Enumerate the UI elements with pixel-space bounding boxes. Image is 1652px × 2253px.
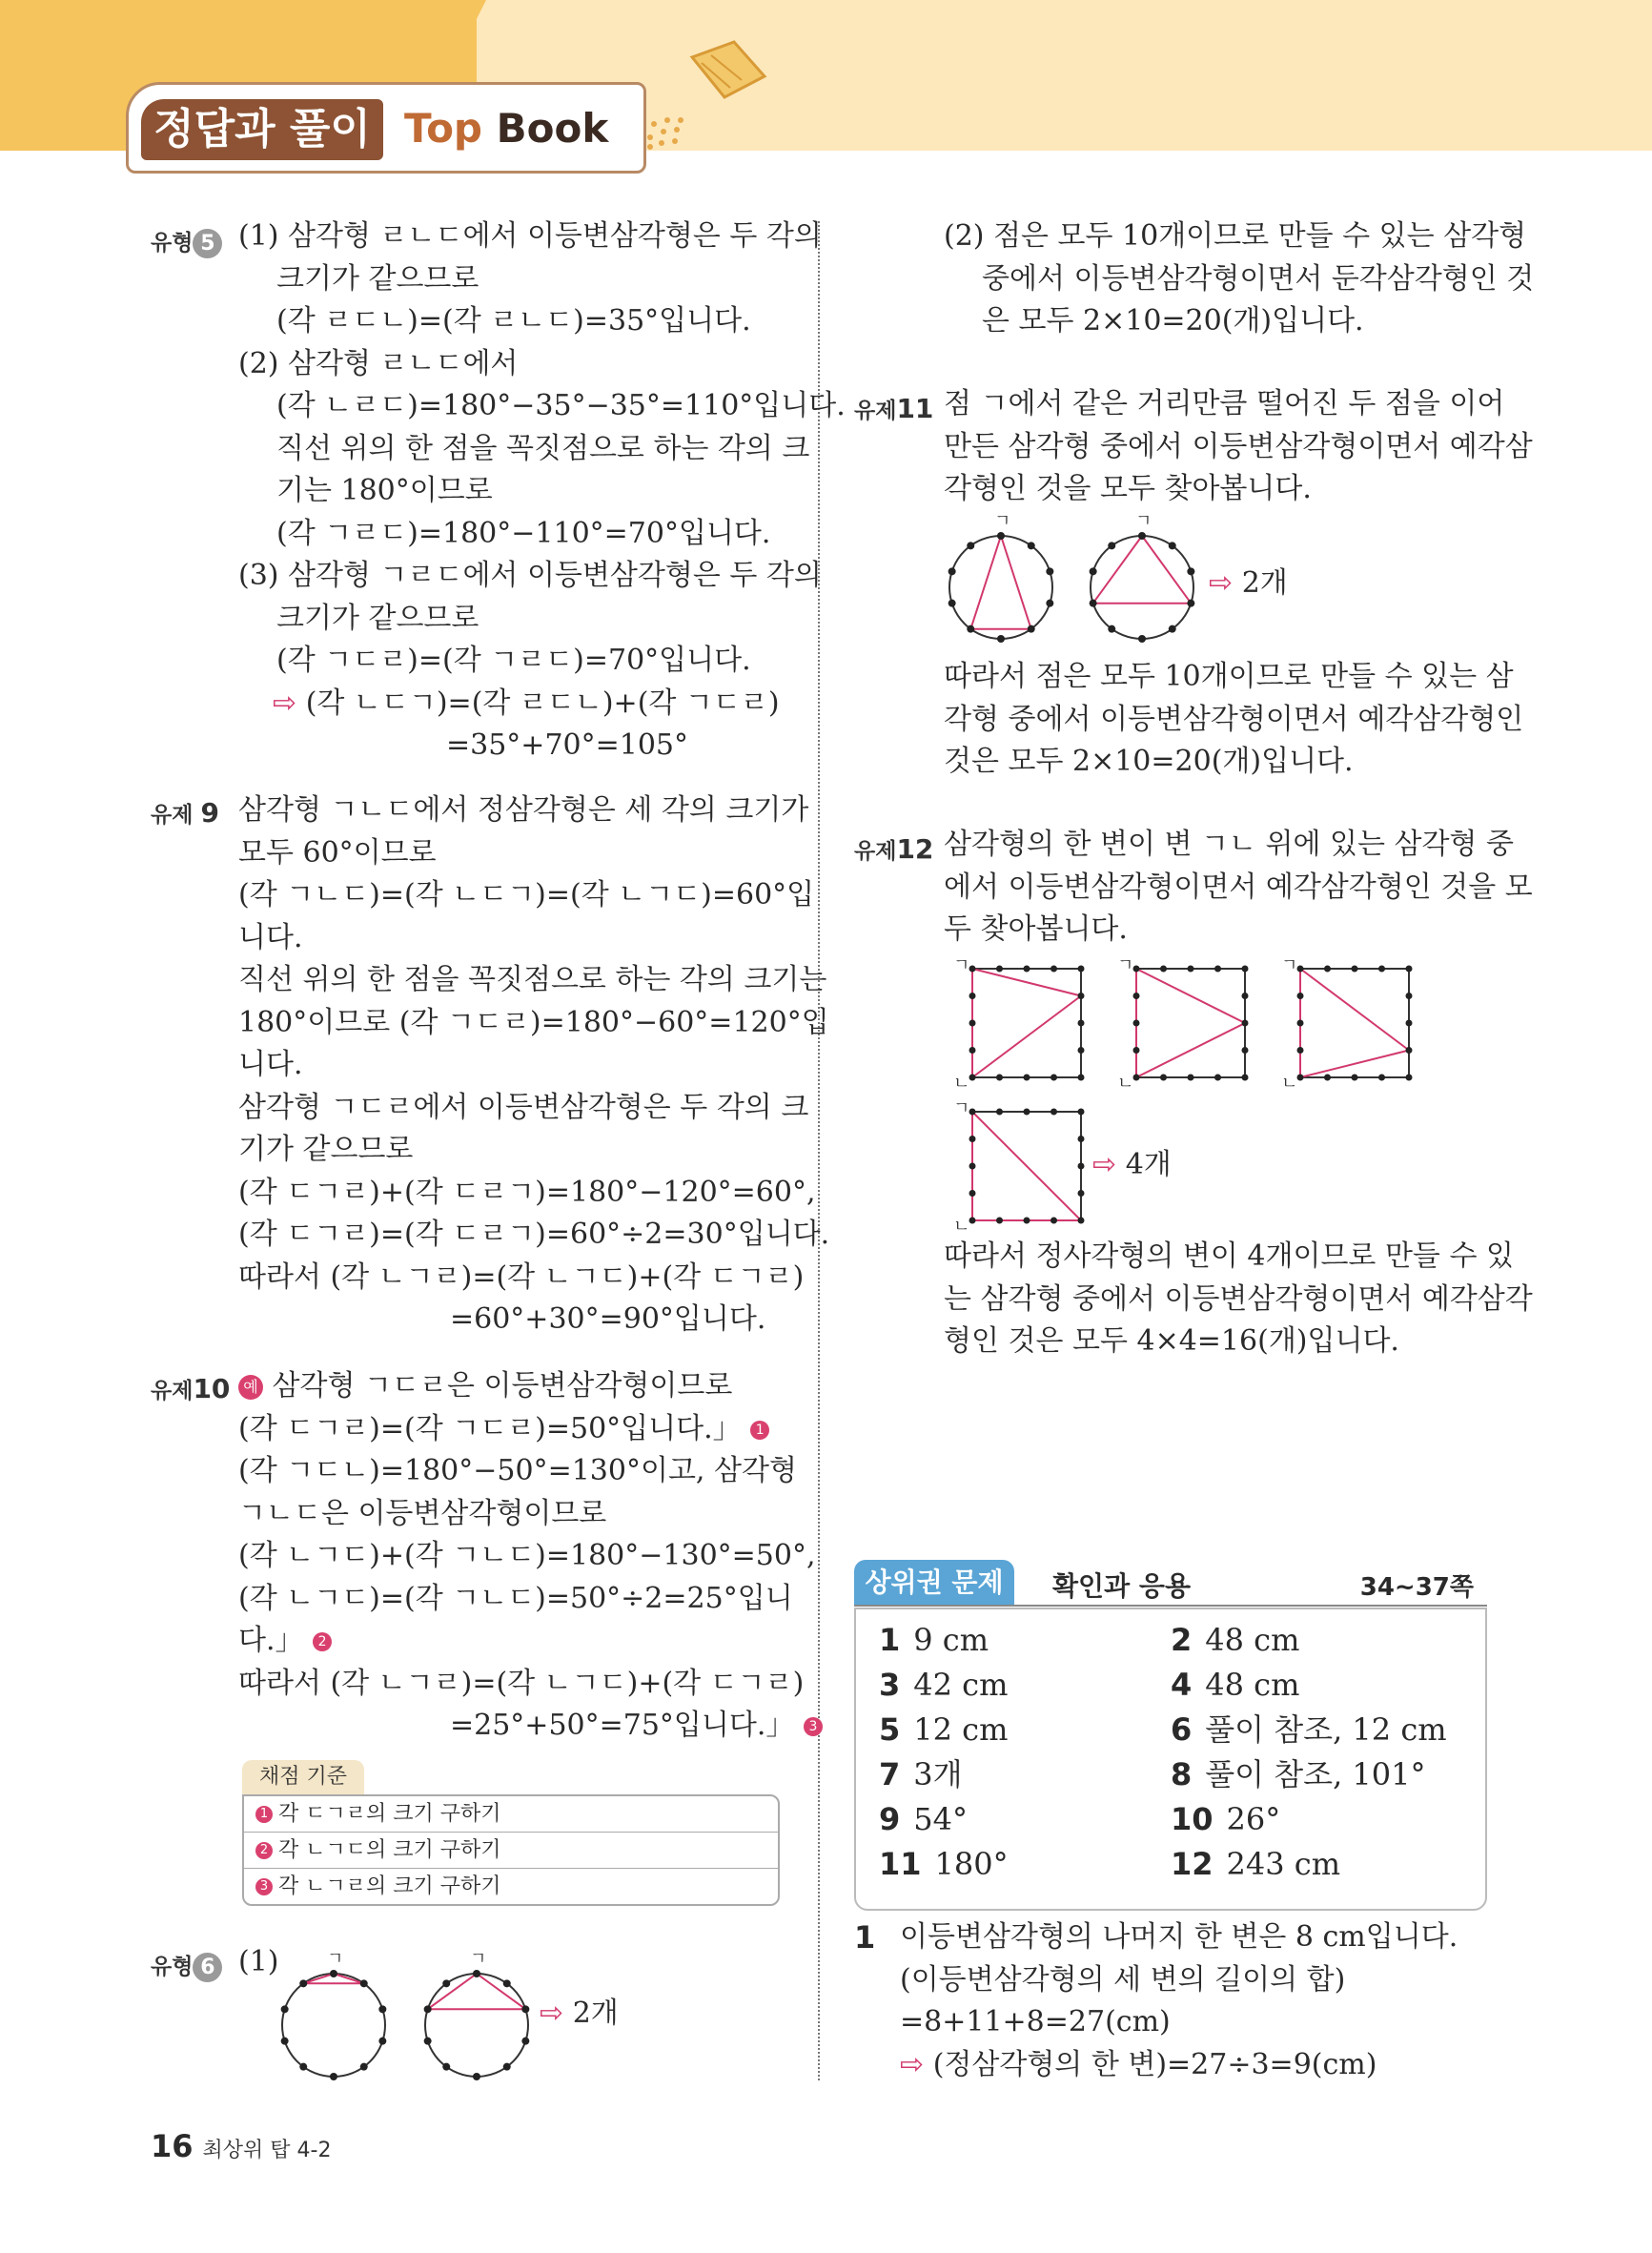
circle-point [299,1979,307,1987]
circle-outline [425,1974,528,2077]
answer-header [854,1560,1487,1608]
vertex-label-top: ㄱ [953,955,970,975]
grid-point [1352,1075,1358,1081]
book-title: 최상위 탑 4-2 [202,2139,332,2162]
ex12-after-line: 는 삼각형 중에서 이등변삼각형이면서 예각삼각 [944,1281,1533,1316]
scoring-rubric [242,1760,780,1906]
ex9-line: 180°이므로 (각 ㄱㄷㄹ)=180°−60°=120°입 [238,1005,829,1039]
ex10-line: (각 ㄷㄱㄹ)=(각 ㄱㄷㄹ)=50°입니다.」 [238,1411,742,1445]
circle-point [330,1970,337,1977]
ex9-line: 직선 위의 한 점을 꼭짓점으로 하는 각의 크기는 [238,963,827,996]
answer-value: 풀이 참조, 101° [1205,1756,1426,1792]
answer-value: 54° [913,1801,968,1837]
answer-item [1171,1621,1299,1659]
circle-outline [949,536,1052,639]
ex9-label [151,797,219,829]
grid-point [996,966,1003,973]
grid-point [1242,1020,1249,1027]
ex12-result-text: 4개 [1125,1148,1172,1181]
ex11-result [1209,563,1288,605]
type5-line: 기는 180°이므로 [276,474,493,507]
rubric-table [242,1794,780,1906]
circle-point [473,1970,480,1977]
ex11-solution [944,383,1533,511]
grid-point [1078,1109,1085,1116]
ex12-after-line: 형인 것은 모두 4×4=16(개)입니다. [944,1324,1399,1358]
grid-point [1406,966,1413,973]
type5-line: (각 ㄱㄷㄹ)=(각 ㄱㄹㄷ)=70°입니다. [276,644,751,677]
vertex-label-bottom: ㄴ [1117,1074,1134,1094]
grid-point [1242,993,1249,999]
grid-point [969,1136,976,1142]
type6-label [151,1949,222,1982]
grid-point [1160,966,1167,973]
ex10-label [151,1373,230,1404]
square-outline [1300,969,1409,1077]
answer-item [1171,1845,1340,1883]
circle-point [521,2038,529,2045]
sol1-line: (정삼각형의 한 변)=27÷3=9(cm) [932,2047,1377,2081]
grid-point [1050,1109,1057,1116]
ex9-line: (각 ㄷㄱㄹ)+(각 ㄷㄹㄱ)=180°−120°=60°, [238,1175,816,1209]
result-arrow-icon: ⇨ [900,2047,925,2081]
ex9-line: 따라서 (각 ㄴㄱㄹ)=(각 ㄴㄱㄷ)+(각 ㄷㄱㄹ) [238,1260,805,1294]
ex11-conclusion [944,656,1523,784]
type5-line: (각 ㄴㄹㄷ)=180°−35°−35°=110°입니다. [276,389,846,422]
circle-point [521,2005,529,2013]
answer-value: 9 cm [913,1622,989,1658]
circle-point [948,600,956,607]
grid-point [1078,1020,1085,1027]
grid-point [1024,1109,1030,1116]
grid-point [1078,993,1085,999]
type5-line: (3) 삼각형 ㄱㄹㄷ에서 이등변삼각형은 두 각의 [238,559,822,592]
type6-part2 [944,215,1534,343]
triangle-shape [1136,969,1245,1077]
circle-point [997,635,1005,643]
circle-point [1108,625,1115,633]
circle-outline [282,1974,385,2077]
grid-point [969,1020,976,1027]
grid-point [1078,1218,1085,1224]
type6-result [540,1993,619,2036]
ex9-line: 니다. [238,1048,303,1081]
type5-number: 5 [193,229,222,258]
circle-point [424,2038,432,2045]
answer-grid [854,1608,1487,1911]
grid-point [1133,966,1140,973]
grid-point [1078,1190,1085,1197]
answer-badge: 상위권 문제 [854,1560,1014,1606]
ex11-after-line: 각형 중에서 이등변삼각형이면서 예각삼각형인 [944,702,1524,736]
ex10-line: 다.」 [238,1624,304,1657]
circle-point [299,2063,307,2071]
circle-point [473,2073,480,2080]
circle-point [330,2073,337,2080]
ex12-solution [944,824,1533,952]
ex12-line: 삼각형의 한 변이 변 ㄱㄴ 위에 있는 삼각형 중 [944,828,1514,861]
vertex-label: ㄱ [470,1949,487,1969]
type5-line: (각 ㄹㄷㄴ)=(각 ㄹㄴㄷ)=35°입니다. [276,304,751,338]
type6-2-line: 은 모두 2×10=20(개)입니다. [982,304,1364,338]
answer-value: 풀이 참조, 12 cm [1205,1711,1447,1748]
ex12-square-diagrams [944,953,1439,1230]
ex9-line: (각 ㄱㄴㄷ)=(각 ㄴㄷㄱ)=(각 ㄴㄱㄷ)=60°입 [238,878,815,911]
type6-sub: (1) [238,1945,279,1978]
answer-number: 9 [879,1801,901,1837]
circle-point [442,1979,450,1987]
circle-point [360,2063,368,2071]
result-arrow-icon: ⇨ [1092,1148,1117,1181]
type6-result-text: 2개 [572,1997,619,2030]
grid-point [1133,1047,1140,1054]
circle-point [1090,600,1097,607]
ex11-label [854,393,933,424]
grid-point [1214,966,1221,973]
ex9-line: =60°+30°=90°입니다. [450,1302,766,1336]
type5-label [151,225,222,258]
vertex-label-bottom: ㄴ [953,1217,970,1230]
rubric-row [244,1869,778,1904]
answer-value: 3개 [913,1756,963,1792]
circle-point [1108,542,1115,549]
grid-point [1297,1020,1304,1027]
grid-point [1188,966,1194,973]
page-footer [151,2128,331,2164]
cube-icon [686,38,772,114]
circle-point [360,1979,368,1987]
answer-item [879,1755,963,1793]
type5-line: (2) 삼각형 ㄹㄴㄷ에서 [238,346,519,380]
step-mark-1: 1 [750,1421,769,1440]
ex9-label-text: 유제 [151,803,194,828]
grid-point [1406,1047,1413,1054]
ex9-line: 기가 같으므로 [238,1133,414,1166]
grid-point [1406,993,1413,999]
triangle-shape [428,1974,526,2009]
ex9-line: (각 ㄷㄱㄹ)=(각 ㄷㄹㄱ)=60°÷2=30°입니다. [238,1218,830,1251]
brand-title [404,105,608,152]
grid-point [969,1047,976,1054]
answer-item [879,1845,1009,1883]
grid-point [1242,966,1249,973]
ex11-result-text: 2개 [1241,566,1288,600]
ex9-line: 모두 60°이므로 [238,835,437,870]
sol1-line: =8+11+8=27(cm) [900,2005,1171,2038]
type6-2-line: 중에서 이등변삼각형이면서 둔각삼각형인 것 [982,261,1535,296]
grid-point [1324,1075,1331,1081]
ex11-line: 각형인 것을 모두 찾아봅니다. [944,472,1312,505]
circle-point [281,2038,289,2045]
circle-point [1187,600,1194,607]
type5-line: (각 ㄱㄹㄷ)=180°−110°=70°입니다. [276,516,771,550]
circle-point [1046,600,1053,607]
circle-point [424,2005,432,2013]
ex12-result [1092,1144,1172,1187]
step-mark-3: 3 [804,1717,823,1736]
type5-line: 크기가 같으므로 [276,261,479,296]
answer-value: 243 cm [1226,1846,1341,1882]
answer-number: 3 [879,1667,901,1703]
answer-number: 5 [879,1711,901,1748]
ex10-line: =25°+50°=75°입니다.」 [450,1709,795,1742]
type5-line: (각 ㄴㄷㄱ)=(각 ㄹㄷㄴ)+(각 ㄱㄷㄹ) [305,686,780,720]
answer-number: 4 [1171,1667,1193,1703]
grid-point [1297,1047,1304,1054]
answer-number: 10 [1171,1801,1214,1837]
circle-point [1169,625,1176,633]
answer-value: 180° [934,1846,1009,1882]
answer-pages: 34~37쪽 [1359,1573,1474,1602]
grid-point [1024,1075,1030,1081]
vertex-label-bottom: ㄴ [953,1074,970,1094]
ex11-number: 11 [896,393,934,424]
ex9-line: 삼각형 ㄱㄴㄷ에서 정삼각형은 세 각의 크기가 [238,793,809,827]
grid-point [1078,1163,1085,1170]
ex10-line: (각 ㄴㄱㄷ)=(각 ㄱㄴㄷ)=50°÷2=25°입니 [238,1581,793,1615]
grid-point [1352,966,1358,973]
type5-line: 직선 위의 한 점을 꼭짓점으로 하는 각의 크 [276,431,810,465]
answer-value: 48 cm [1205,1622,1300,1658]
ex11-circle-diagrams [934,515,1220,658]
grid-point [1078,1075,1085,1081]
type5-line: =35°+70°=105° [446,728,689,762]
grid-point [1378,966,1385,973]
ex11-line: 점 ㄱ에서 같은 거리만큼 떨어진 두 점을 이어 [944,387,1505,420]
circle-point [967,542,974,549]
grid-point [969,1163,976,1170]
answer-item [1171,1755,1426,1793]
grid-point [969,1075,976,1081]
grid-point [996,1218,1003,1224]
rubric-mark: 1 [255,1806,273,1823]
triangle-shape [972,969,1081,1077]
ex9-number: 9 [200,797,219,829]
circle-point [1046,567,1053,575]
circle-point [1138,635,1146,643]
grid-point [1133,1075,1140,1081]
answer-number: 12 [1171,1846,1214,1882]
ex9-line: 니다. [238,920,303,954]
sol1-solution [900,1916,1458,2086]
circle-point [1090,567,1097,575]
vertex-label: ㄱ [1135,515,1152,531]
answer-number: 8 [1171,1756,1193,1792]
grid-point [1406,1020,1413,1027]
circle-point [1138,532,1146,540]
grid-point [1133,1020,1140,1027]
grid-point [1050,1075,1057,1081]
answer-item [879,1666,1008,1704]
circle-point [948,567,956,575]
ex10-line: 삼각형 ㄱㄷㄹ은 이등변삼각형이므로 [272,1369,733,1403]
vertex-label-top: ㄱ [953,1098,970,1118]
circle-point [378,2038,386,2045]
grid-point [1050,966,1057,973]
answer-number: 2 [1171,1622,1193,1658]
ex10-label-text: 유제 [151,1379,194,1403]
brand-top: Top [404,105,482,152]
triangle-shape [972,1112,1081,1220]
grid-point [1024,966,1030,973]
rubric-row [244,1796,778,1833]
vertex-label: ㄱ [994,515,1011,531]
vertex-label-top: ㄱ [1117,955,1134,975]
square-outline [1136,969,1245,1077]
ex10-line: (각 ㄴㄱㄷ)+(각 ㄱㄴㄷ)=180°−130°=50°, [238,1539,816,1572]
page-number: 16 [151,2128,194,2164]
answer-number: 11 [879,1846,922,1882]
answer-value: 26° [1226,1801,1281,1837]
grid-point [1024,1218,1030,1224]
vertex-label-top: ㄱ [1281,955,1298,975]
circle-point [1187,567,1194,575]
grid-point [969,966,976,973]
answer-number: 1 [879,1622,901,1658]
answer-item [1171,1800,1280,1838]
grid-point [996,1109,1003,1116]
grid-point [1050,1218,1057,1224]
ex9-line: 삼각형 ㄱㄷㄹ에서 이등변삼각형은 두 각의 크 [238,1090,809,1124]
rubric-title: 채점 기준 [242,1760,364,1794]
ex12-number: 12 [896,833,934,865]
grid-point [996,1075,1003,1081]
answer-value: 48 cm [1205,1667,1300,1703]
square-outline [972,969,1081,1077]
ex12-label-text: 유제 [854,839,897,864]
result-arrow-icon: ⇨ [1209,566,1234,600]
rubric-mark: 3 [255,1878,273,1895]
answer-value: 12 cm [913,1711,1009,1748]
rubric-text: 각 ㄴㄱㄷ의 크기 구하기 [278,1838,501,1862]
circle-point [1028,625,1035,633]
circle-point [378,2005,386,2013]
rubric-text: 각 ㄴㄱㄹ의 크기 구하기 [278,1874,501,1898]
circle-point [503,1979,511,1987]
answer-item [879,1710,1008,1749]
vertex-label-bottom: ㄴ [1281,1074,1298,1094]
circle-point [997,532,1005,540]
result-arrow-icon: ⇨ [273,686,297,720]
ex11-label-text: 유제 [854,399,897,423]
answer-summary [854,1560,1487,1911]
circle-point [967,625,974,633]
ex11-line: 만든 삼각형 중에서 이등변삼각형이면서 예각삼 [944,429,1533,463]
ex12-label [854,833,933,865]
grid-point [1078,966,1085,973]
ex12-conclusion [944,1236,1533,1363]
ex12-line: 두 찾아봅니다. [944,912,1128,946]
grid-point [1188,1075,1194,1081]
answer-number: 6 [1171,1711,1193,1748]
grid-point [1297,1075,1304,1081]
type5-line: (1) 삼각형 ㄹㄴㄷ에서 이등변삼각형은 두 각의 [238,219,822,253]
answer-number: 7 [879,1756,901,1792]
brand-book: Book [496,105,609,152]
grid-point [1078,1136,1085,1142]
grid-point [1242,1047,1249,1054]
grid-point [1297,966,1304,973]
ex11-after-line: 것은 모두 2×10=20(개)입니다. [944,745,1354,778]
ex10-solution [238,1365,823,1748]
grid-point [1406,1075,1413,1081]
grid-point [1242,1075,1249,1081]
rubric-text: 각 ㄷㄱㄹ의 크기 구하기 [278,1802,501,1826]
grid-point [1078,1047,1085,1054]
type6-label-text: 유형 [151,1955,194,1979]
grid-point [1133,993,1140,999]
grid-point [969,993,976,999]
grid-point [1160,1075,1167,1081]
type5-solution [238,215,846,768]
step-mark-2: 2 [313,1632,332,1651]
result-arrow-icon: ⇨ [540,1997,564,2030]
type6-2-line: (2) 점은 모두 10개이므로 만들 수 있는 삼각형 [944,219,1527,253]
rubric-row [244,1833,778,1869]
answer-item [1171,1666,1299,1704]
answer-item [1171,1710,1447,1749]
circle-point [442,2063,450,2071]
circle-point [281,2005,289,2013]
type6-number: 6 [193,1953,222,1982]
section-badge: 정답과 풀이 [141,99,383,160]
grid-point [969,1109,976,1116]
circle-point [1169,542,1176,549]
grid-point [969,1218,976,1224]
sol1-line: (이등변삼각형의 세 변의 길이의 합) [900,1962,1346,1997]
circle-point [1028,542,1035,549]
triangle-shape [1093,536,1192,604]
grid-point [1324,966,1331,973]
sol1-line: 이등변삼각형의 나머지 한 변은 8 cm입니다. [900,1920,1458,1954]
rubric-mark: 2 [255,1842,273,1859]
answer-item [879,1621,989,1659]
vertex-label: ㄱ [327,1949,344,1969]
answer-header-rule [854,1605,1487,1607]
example-mark: 예 [238,1375,263,1400]
grid-point [1378,1075,1385,1081]
answer-value: 42 cm [913,1667,1009,1703]
ex10-line: 따라서 (각 ㄴㄱㄹ)=(각 ㄴㄱㄷ)+(각 ㄷㄱㄹ) [238,1666,805,1700]
triangle-shape [1300,969,1409,1077]
answer-title: 확인과 응용 [1052,1570,1191,1602]
ex10-line: (각 ㄱㄷㄴ)=180°−50°=130°이고, 삼각형 [238,1454,797,1487]
ex10-line: ㄱㄴㄷ은 이등변삼각형이므로 [238,1496,607,1530]
type5-label-text: 유형 [151,231,194,256]
grid-point [1214,1075,1221,1081]
type5-line: 크기가 같으므로 [276,601,479,635]
sol1-number: 1 [854,1919,876,1956]
circle-point [503,2063,511,2071]
ex12-line: 에서 이등변삼각형이면서 예각삼각형인 것을 모 [944,870,1533,904]
grid-point [969,1190,976,1197]
circle-outline [1091,536,1193,639]
ex11-after-line: 따라서 점은 모두 10개이므로 만들 수 있는 삼 [944,660,1514,693]
ex12-after-line: 따라서 정사각형의 변이 4개이므로 만들 수 있 [944,1239,1514,1273]
ex10-number: 10 [193,1373,231,1404]
ex9-solution [238,789,829,1342]
grid-point [1297,993,1304,999]
answer-item [879,1800,968,1838]
triangle-shape [970,536,1030,629]
